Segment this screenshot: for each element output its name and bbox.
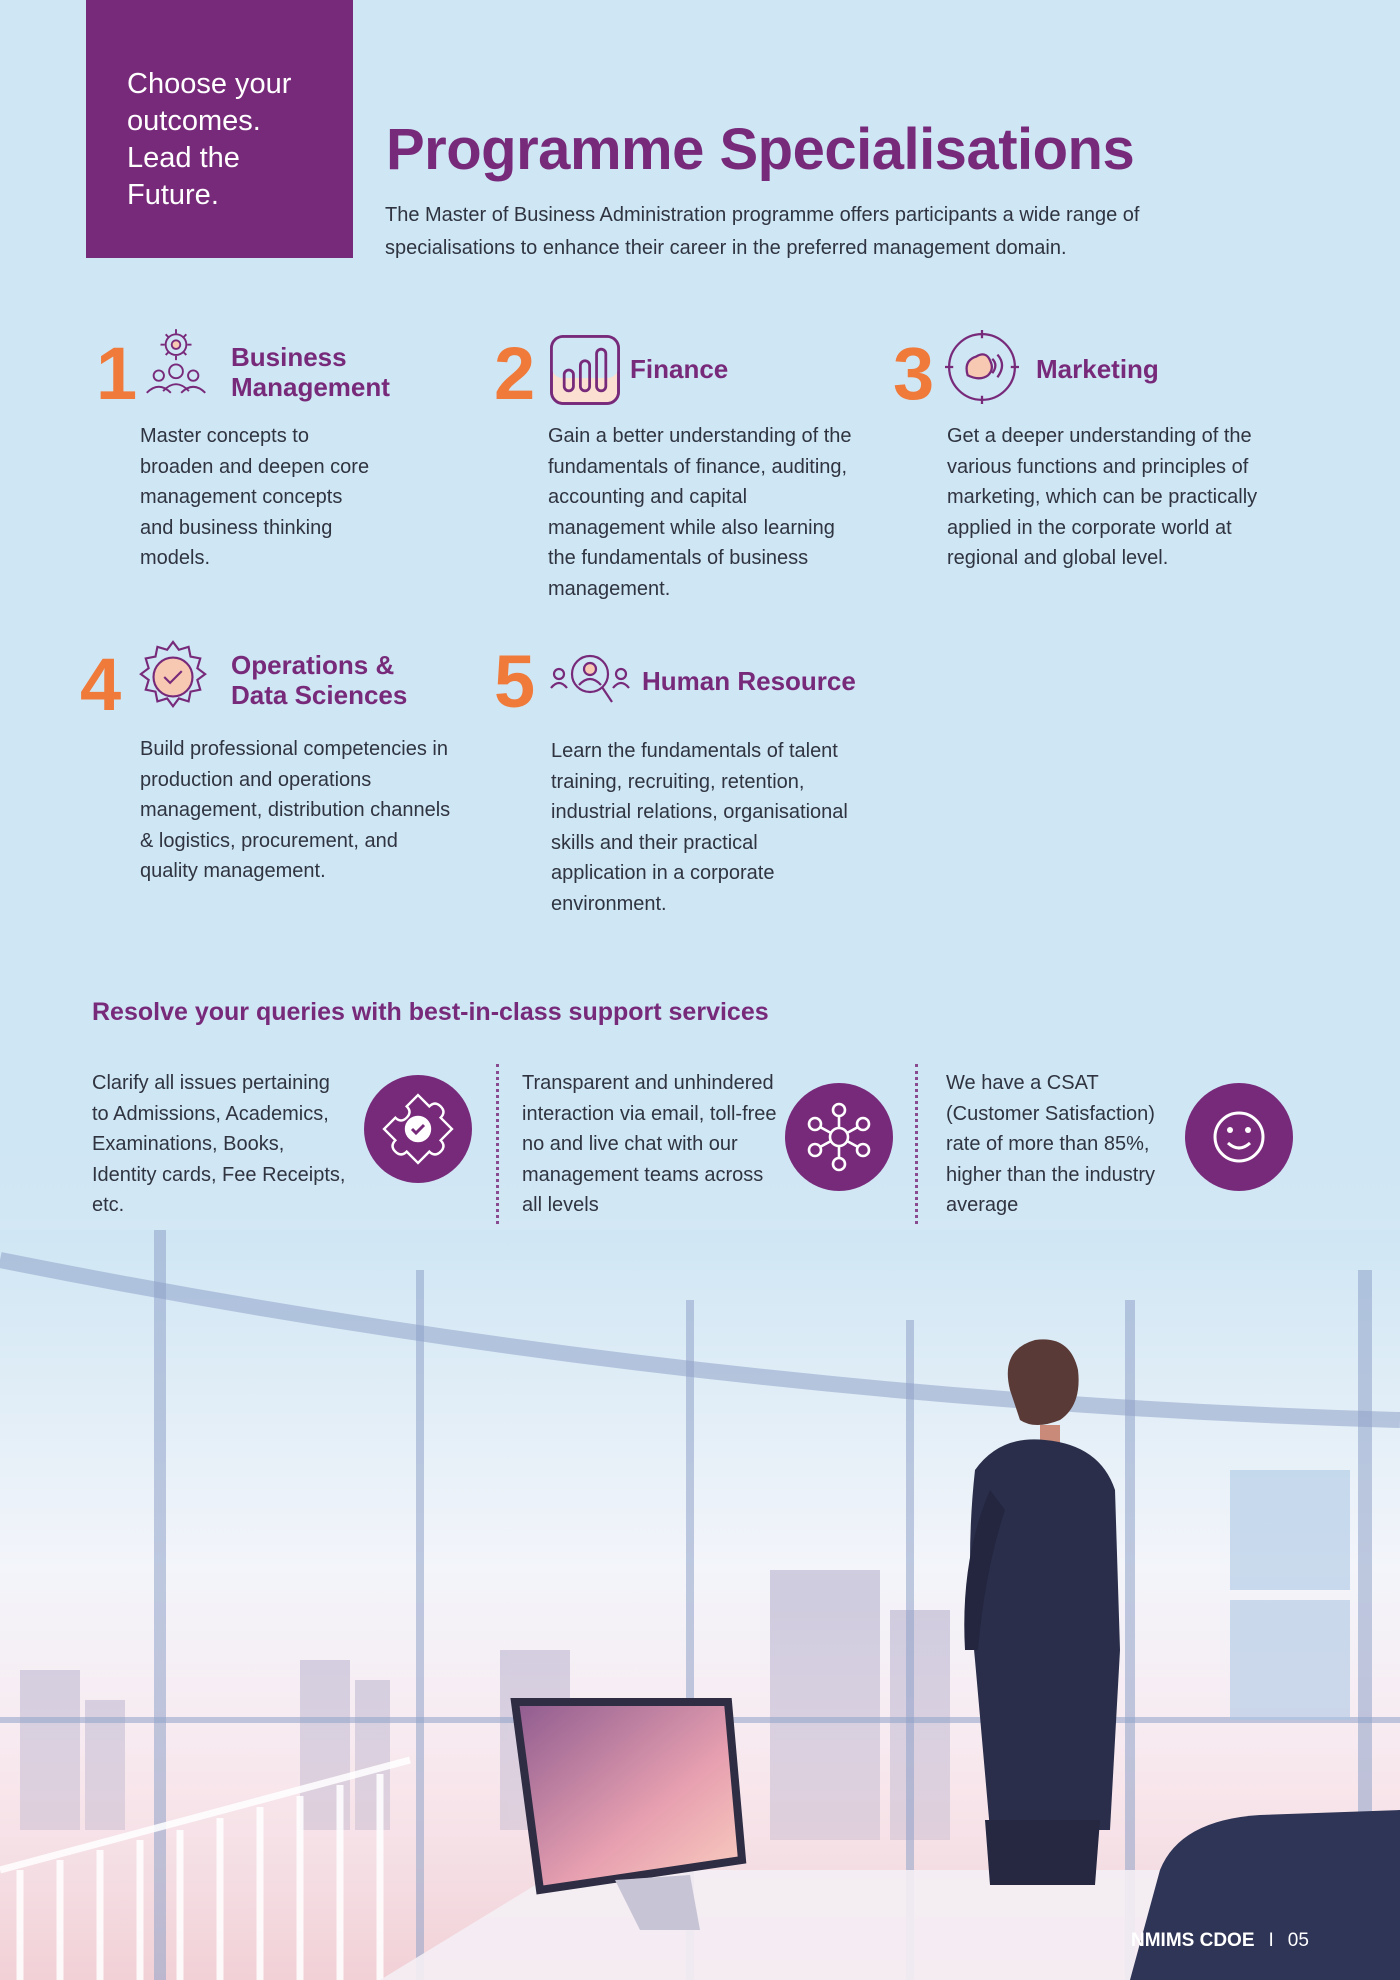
support-text: Clarify all issues pertaining to Admissions, Academics, Examinations, Books, Identity cards, Fee Receipts, etc. xyxy=(92,1072,346,1216)
spec-description: Build professional competencies in production and operations management, distribution channels & logistics, procurement, and quality management. xyxy=(140,738,451,882)
spec-number: 3 xyxy=(893,332,935,415)
page-number: 05 xyxy=(1287,1930,1309,1951)
spec-title: Business Management xyxy=(231,342,390,402)
gear-check-icon xyxy=(136,640,210,714)
office-scene-image xyxy=(0,1230,1400,1980)
spec-description: Get a deeper understanding of the various functions and principles of marketing, which can be practically applied in the corporate world at regional and global level. xyxy=(947,425,1258,569)
spec-number: 4 xyxy=(80,643,122,726)
support-title: Resolve your queries with best-in-class support services xyxy=(92,998,769,1026)
people-search-icon xyxy=(550,652,630,708)
spec-number: 2 xyxy=(494,332,536,415)
spec-description: Gain a better understanding of the fundamentals of finance, auditing, accounting and capital management while also learning the fundamentals of business management. xyxy=(548,425,852,600)
footer xyxy=(1131,1930,1309,1952)
spec-description: Learn the fundamentals of talent training, recruiting, retention, industrial relations, organisational skills and their practical application in a corporate environment. xyxy=(551,740,848,915)
divider xyxy=(496,1064,499,1224)
support-text: We have a CSAT (Customer Satisfaction) rate of more than 85%, higher than the industry average xyxy=(946,1072,1156,1216)
network-hub-icon xyxy=(785,1083,893,1191)
spec-title: Finance xyxy=(630,354,729,384)
spec-description: Master concepts to broaden and deepen core management concepts and business thinking models. xyxy=(140,425,370,569)
target-megaphone-icon xyxy=(945,330,1019,404)
spec-title: Marketing xyxy=(1036,354,1159,384)
bar-chart-icon xyxy=(548,333,622,407)
team-network-icon xyxy=(139,324,213,398)
footer-brand: NMIMS CDOE xyxy=(1131,1930,1255,1951)
puzzle-check-icon xyxy=(364,1075,472,1183)
intro-text: The Master of Business Administration programme offers participants a wide range of specialisations to enhance their career in the preferred management domain. xyxy=(385,204,1140,259)
hero-tagline: Choose your outcomes. Lead the Future. xyxy=(127,68,292,211)
page-title: Programme Specialisations xyxy=(386,117,1135,182)
spec-number: 5 xyxy=(494,640,536,723)
spec-number: 1 xyxy=(96,332,138,415)
smiley-face-icon xyxy=(1185,1083,1293,1191)
hero-box xyxy=(86,0,353,258)
footer-separator: I xyxy=(1268,1930,1274,1951)
spec-title: Operations & Data Sciences xyxy=(231,650,408,710)
divider xyxy=(915,1064,918,1224)
support-text: Transparent and unhindered interaction via email, toll-free no and live chat with our management teams across all levels xyxy=(522,1072,777,1216)
spec-title: Human Resource xyxy=(642,666,856,696)
